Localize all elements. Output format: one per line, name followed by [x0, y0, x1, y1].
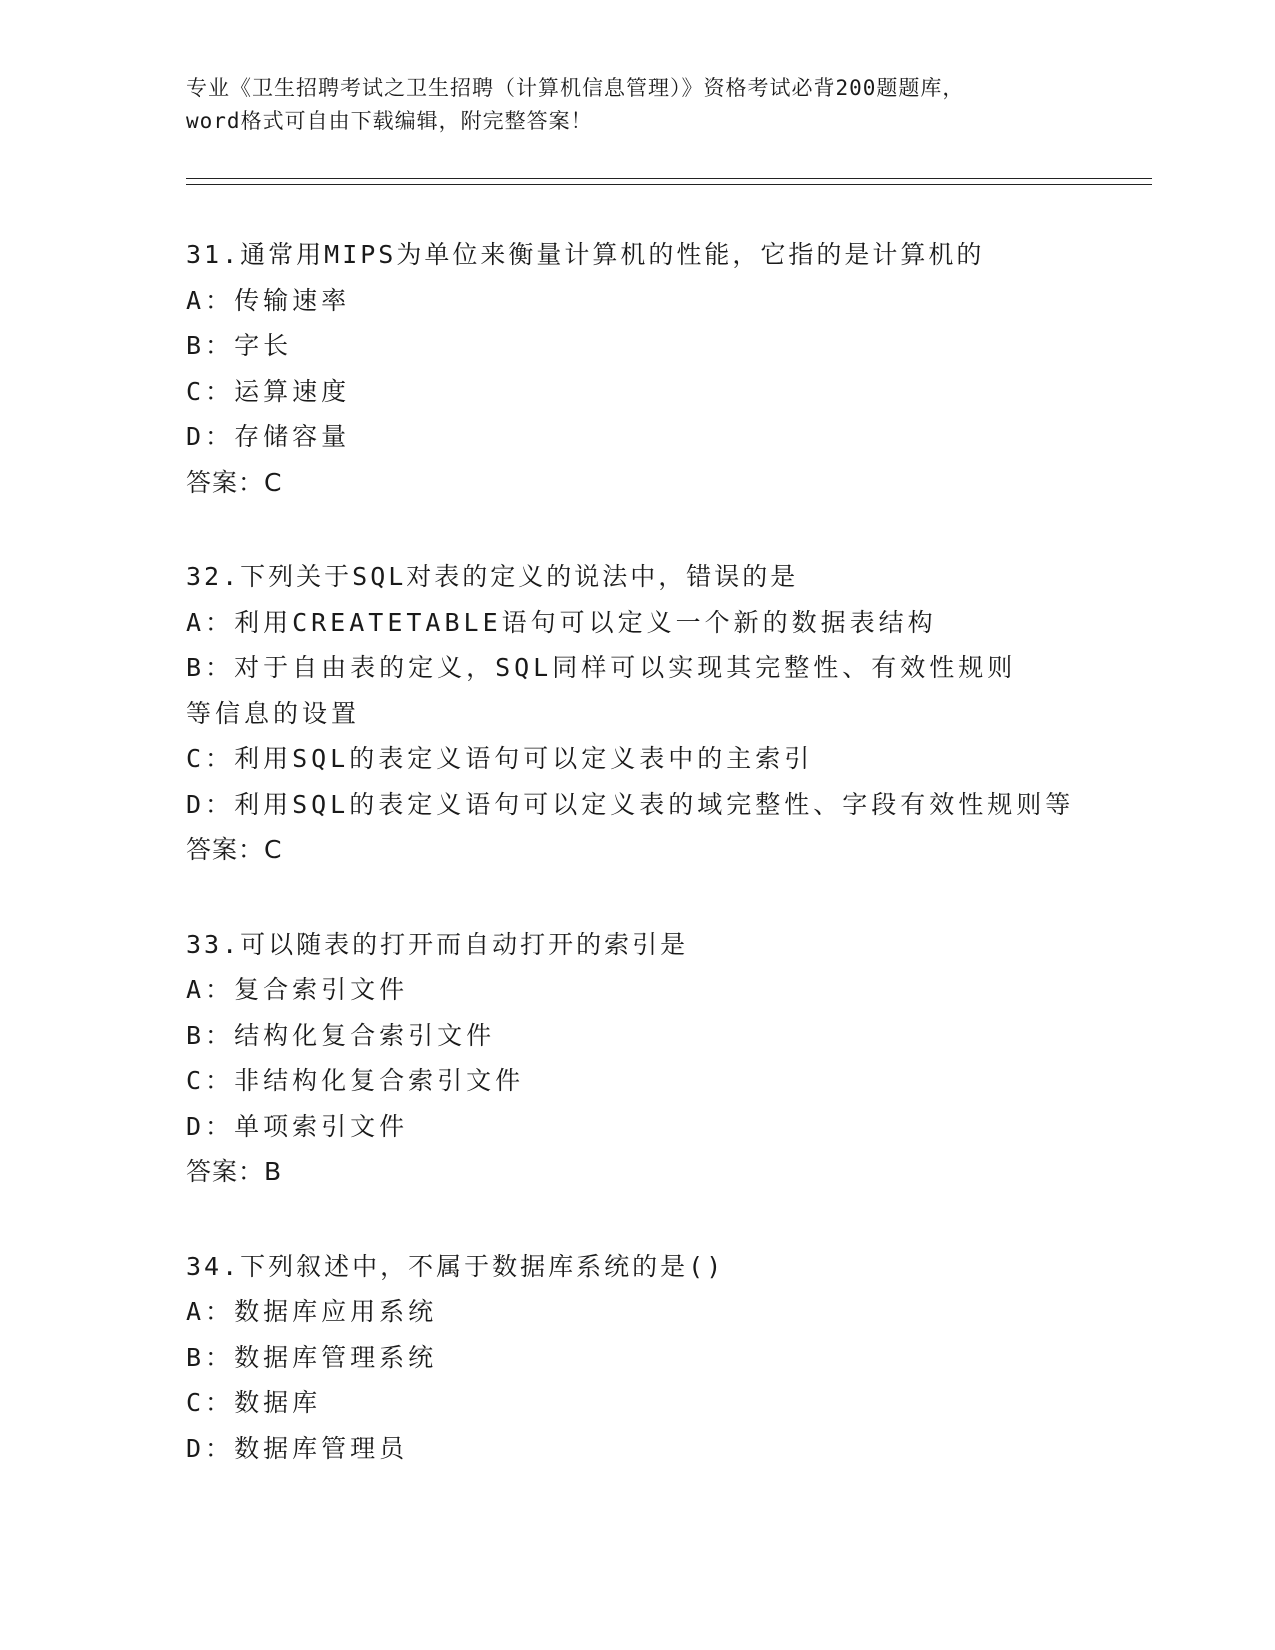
question-31	[186, 232, 1086, 505]
option-text: 对于自由表的定义，SQL同样可以实现其完整性、有效性规则等信息的设置	[186, 653, 1017, 728]
option-text: 传输速率	[234, 285, 351, 315]
option-c	[186, 736, 1086, 782]
option-letter: C：	[186, 744, 235, 773]
option-letter: C：	[186, 1066, 235, 1095]
option-a	[186, 600, 1086, 646]
option-letter: A：	[186, 1297, 235, 1326]
option-a	[186, 1289, 1086, 1335]
option-d	[186, 1104, 1086, 1150]
option-d	[186, 414, 1086, 460]
question-title: 33.可以随表的打开而自动打开的索引是	[186, 929, 689, 959]
option-text: 数据库应用系统	[234, 1297, 438, 1326]
answer-line: 答案：B	[186, 1157, 283, 1186]
option-b	[186, 1335, 1086, 1381]
option-letter: B：	[186, 653, 235, 682]
option-text: 结构化复合索引文件	[234, 1020, 496, 1050]
option-c	[186, 369, 1086, 415]
option-letter: B：	[186, 1342, 235, 1372]
header-line-2: word格式可自由下载编辑，附完整答案！	[186, 109, 593, 133]
option-text: 存储容量	[234, 422, 351, 451]
header-divider	[186, 178, 1152, 185]
question-32	[186, 554, 1086, 873]
option-a	[186, 967, 1086, 1013]
option-c	[186, 1058, 1086, 1104]
answer-line: 答案：C	[186, 835, 283, 864]
option-text: 单项索引文件	[234, 1111, 409, 1141]
question-34	[186, 1244, 1086, 1472]
option-text: 复合索引文件	[234, 975, 409, 1004]
option-letter: A：	[186, 607, 235, 637]
option-b	[186, 323, 1086, 369]
header-line-1: 专业《卫生招聘考试之卫生招聘（计算机信息管理）》资格考试必背200题题库，	[186, 76, 965, 100]
option-letter: D：	[186, 1433, 235, 1463]
document-header	[186, 72, 1086, 138]
option-text: 非结构化复合索引文件	[234, 1066, 525, 1095]
question-list	[186, 232, 1086, 1520]
option-d	[186, 1426, 1086, 1472]
option-letter: D：	[186, 1111, 235, 1141]
option-text: 利用SQL的表定义语句可以定义表的域完整性、字段有效性规则等	[234, 789, 1075, 819]
option-letter: B：	[186, 331, 235, 360]
option-letter: A：	[186, 285, 235, 315]
option-text: 利用CREATETABLE语句可以定义一个新的数据表结构	[234, 607, 937, 637]
question-33	[186, 922, 1086, 1195]
option-c	[186, 1380, 1086, 1426]
option-d	[186, 782, 1086, 828]
option-text: 字长	[234, 331, 293, 360]
option-letter: C：	[186, 1388, 235, 1417]
option-b	[186, 645, 1036, 736]
option-letter: B：	[186, 1020, 235, 1050]
option-a	[186, 278, 1086, 324]
option-text: 数据库管理系统	[234, 1342, 438, 1372]
option-text: 数据库	[234, 1388, 322, 1417]
option-letter: D：	[186, 789, 235, 819]
option-text: 数据库管理员	[234, 1433, 409, 1463]
option-text: 利用SQL的表定义语句可以定义表中的主索引	[234, 744, 814, 773]
option-letter: A：	[186, 975, 235, 1004]
answer-line: 答案：C	[186, 467, 283, 497]
option-letter: D：	[186, 422, 235, 451]
option-text: 运算速度	[234, 376, 351, 406]
option-b	[186, 1013, 1086, 1059]
question-title: 31.通常用MIPS为单位来衡量计算机的性能，它指的是计算机的	[186, 240, 985, 269]
option-letter: C：	[186, 376, 235, 406]
question-title: 32.下列关于SQL对表的定义的说法中，错误的是	[186, 562, 799, 591]
question-title: 34.下列叙述中，不属于数据库系统的是()	[186, 1251, 725, 1281]
